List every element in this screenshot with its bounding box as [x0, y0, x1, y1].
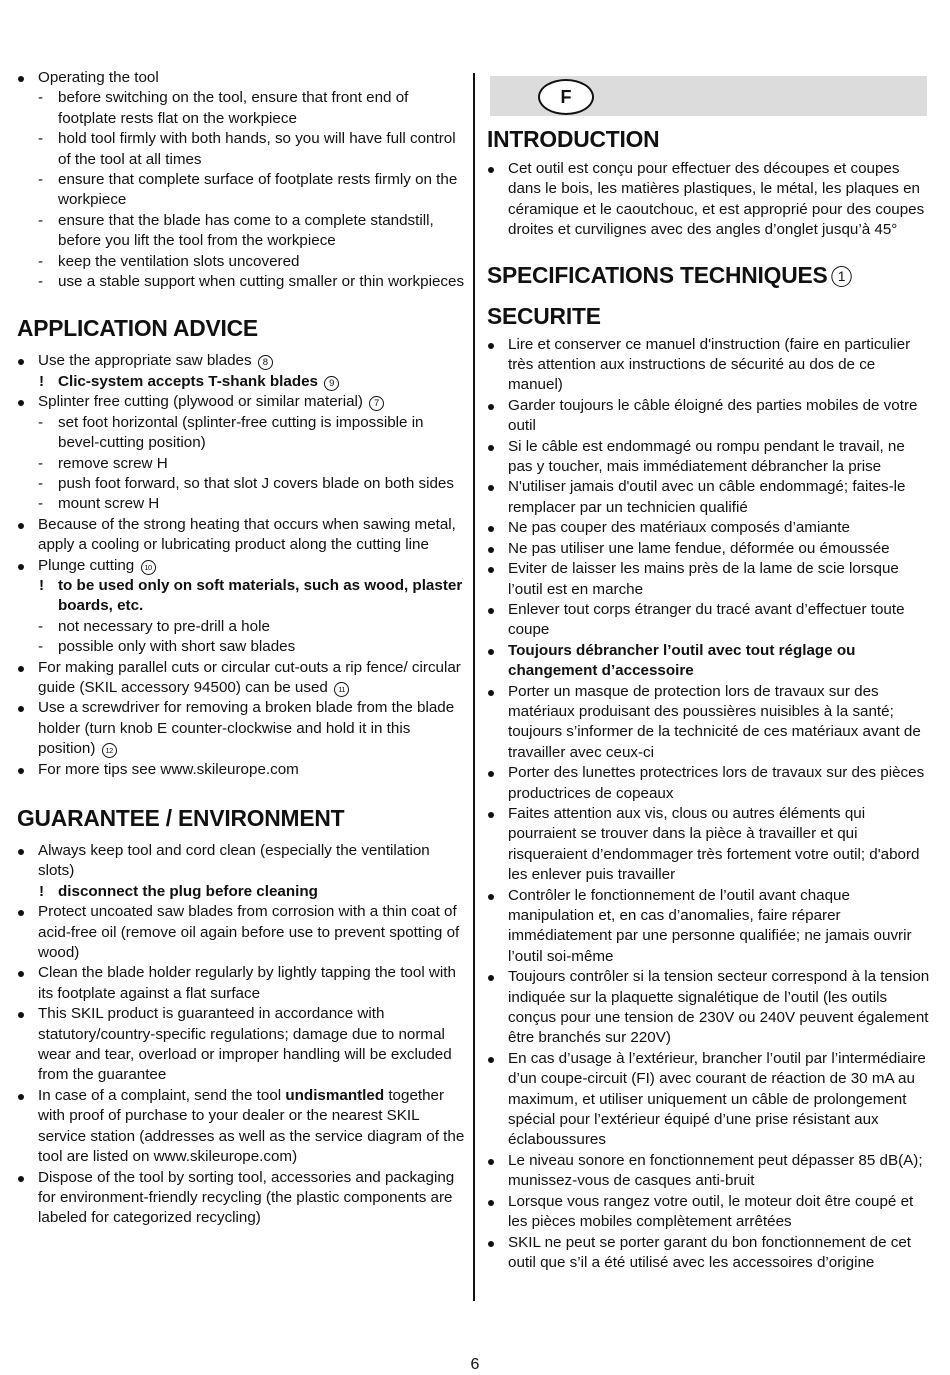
operating-step: - ensure that complete surface of footplate rests firmly on the workpiece [17, 170, 467, 211]
introduction-heading: INTRODUCTION [487, 126, 660, 152]
figure-ref-9: 9 [324, 376, 339, 391]
securite-item: Faites attention aux vis, clous ou autres éléments qui pourraient se trouver dans la pièce à travailler et qui risqueraient d’endommager très fortement votre outil; d'abord les enlever puis travailler [487, 804, 932, 886]
operating-step: - before switching on the tool, ensure that front end of footplate rests flat on the workpiece [17, 88, 467, 129]
securite-item: SKIL ne peut se porter garant du bon fonctionnement de cet outil que s’il a été utilisé avec les accessoires d’origine [487, 1233, 932, 1274]
plunge-step: - possible only with short saw blades [17, 637, 467, 657]
figure-ref-11: 11 [334, 682, 349, 697]
securite-item: Lorsque vous rangez votre outil, le moteur doit être coupé et les pièces mobiles complètement arrêtées [487, 1192, 932, 1233]
figure-ref-8: 8 [258, 355, 273, 370]
figure-ref-7: 7 [369, 396, 384, 411]
securite-item: Lire et conserver ce manuel d'instruction (faire en particulier très attention aux instructions de sécurité au dos de ce manuel) [487, 335, 932, 396]
securite-item-bold: Toujours débrancher l’outil avec tout réglage ou changement d’accessoire [487, 641, 932, 682]
list-item-guaranteed: This SKIL product is guaranteed in accordance with statutory/country-specific regulations; damage due to normal wear and tear, overload or improper handling will be excluded from the guarantee [17, 1004, 467, 1086]
guarantee-heading: GUARANTEE / ENVIRONMENT [17, 805, 345, 831]
splinter-text: Splinter free cutting (plywood or similar material) [38, 393, 363, 411]
list-item-complaint [17, 1086, 467, 1168]
screwdriver-text: Use a screwdriver for removing a broken blade from the blade holder (turn knob E counter-clockwise and hold it in this position) [38, 699, 455, 758]
plunge-step: - not necessary to pre-drill a hole [17, 617, 467, 637]
list-item-plunge [17, 556, 467, 576]
operating-step: - use a stable support when cutting smaller or thin workpieces [17, 272, 467, 292]
securite-item: N'utiliser jamais d'outil avec un câble endommagé; faites-le remplacer par un technicien qualifié [487, 477, 932, 518]
securite-item: Si le câble est endommagé ou rompu pendant le travail, ne pas y toucher, mais immédiatement débrancher la prise [487, 437, 932, 478]
language-badge: F [538, 79, 594, 115]
complaint-text-bold: undismantled [285, 1086, 385, 1104]
clic-text: Clic-system accepts T-shank blades [58, 372, 318, 390]
securite-item: Ne pas utiliser une lame fendue, déformée ou émoussée [487, 539, 932, 559]
operating-step: - keep the ventilation slots uncovered [17, 252, 467, 272]
figure-ref-12: 12 [102, 743, 117, 758]
warning-clean: ! disconnect the plug before cleaning [17, 882, 467, 902]
complaint-text-pre: In case of a complaint, send the tool [38, 1086, 286, 1104]
securite-item: Garder toujours le câble éloigné des parties mobiles de votre outil [487, 396, 932, 437]
list-item-clean: Always keep tool and cord clean (especially the ventilation slots) [17, 841, 467, 882]
operating-step: - hold tool firmly with both hands, so you will have full control of the tool at all times [17, 129, 467, 170]
blades-text: Use the appropriate saw blades [38, 352, 252, 370]
splinter-step: - set foot horizontal (splinter-free cutting is impossible in bevel-cutting position) [17, 413, 467, 454]
language-tab-bar [490, 76, 927, 116]
securite-item: Ne pas couper des matériaux composés d’amiante [487, 518, 932, 538]
figure-ref-1: 1 [831, 266, 851, 287]
list-item-tips: For more tips see www.skileurope.com [17, 760, 467, 780]
securite-item: Eviter de laisser les mains près de la lame de scie lorsque l’outil est en marche [487, 559, 932, 600]
warning-clic [17, 372, 467, 392]
list-item-splinter [17, 392, 467, 412]
left-column [17, 68, 467, 1229]
list-item-protect: Protect uncoated saw blades from corrosion with a thin coat of acid-free oil (remove oil again before use to prevent spotting of wood) [17, 902, 467, 963]
splinter-step: - mount screw H [17, 494, 467, 514]
intro-text: Cet outil est conçu pour effectuer des découpes et coupes dans le bois, les matières plastiques, le métal, les plaques en céramique et le caoutchouc, et est approprié pour des coupes droites et curvilignes avec des angles d’onglet jusqu’à 45° [487, 159, 932, 241]
right-column [487, 125, 932, 1273]
application-advice-heading: APPLICATION ADVICE [17, 315, 258, 342]
specifications-heading-text: SPECIFICATIONS TECHNIQUES [487, 261, 828, 288]
figure-ref-10: 10 [141, 560, 156, 575]
securite-item: Toujours contrôler si la tension secteur correspond à la tension indiquée sur la plaquette signalétique de l’outil (les outils conçus pour une tension de 230V ou 240V peuvent également être branchés sur 220V) [487, 967, 932, 1049]
list-item-dispose: Dispose of the tool by sorting tool, accessories and packaging for environment-friendly recycling (the plastic components are labeled for categorized recycling) [17, 1168, 467, 1229]
column-divider [473, 73, 475, 1301]
complaint-text-post: together with proof of purchase to your dealer or the nearest SKIL service station (addresses as well as the service diagram of the tool are listed on www.skileurope.com) [38, 1086, 465, 1166]
splinter-step: - push foot forward, so that slot J covers blade on both sides [17, 474, 467, 494]
list-item-blades [17, 351, 467, 371]
securite-item: Porter un masque de protection lors de travaux sur des matériaux produisant des poussières nuisibles à la santé; toujours s’informer de la technicité de ces matériaux avant de travailler avec ceux-ci [487, 682, 932, 764]
operating-step: - ensure that the blade has come to a complete standstill, before you lift the tool from the workpiece [17, 211, 467, 252]
list-item-screwdriver [17, 698, 467, 759]
page-number: 6 [470, 1356, 480, 1373]
list-item-metal: Because of the strong heating that occurs when sawing metal, apply a cooling or lubricating product along the cutting line [17, 515, 467, 556]
securite-item: Porter des lunettes protectrices lors de travaux sur des pièces productrices de copeaux [487, 763, 932, 804]
splinter-step: - remove screw H [17, 454, 467, 474]
parallel-text: For making parallel cuts or circular cut-outs a rip fence/ circular guide (SKIL accessory 94500) can be used [38, 658, 461, 696]
securite-item: Le niveau sonore en fonctionnement peut dépasser 85 dB(A); munissez-vous de casques anti-bruit [487, 1151, 932, 1192]
specifications-heading [487, 261, 919, 289]
list-item-holder: Clean the blade holder regularly by lightly tapping the tool with its footplate against a flat surface [17, 963, 467, 1004]
securite-item: Enlever tout corps étranger du tracé avant d’effectuer toute coupe [487, 600, 932, 641]
warning-plunge: ! to be used only on soft materials, such as wood, plaster boards, etc. [17, 576, 467, 617]
securite-item: En cas d’usage à l’extérieur, brancher l’outil par l’intermédiaire d’un coupe-circuit (FI) avec courant de réaction de 30 mA au maximum, et utiliser uniquement un câble de prolongement spécial pour l’extérieur équipé d’une prise résistant aux éclaboussures [487, 1049, 932, 1151]
list-item-parallel [17, 658, 467, 699]
list-item-operating: Operating the tool [17, 68, 467, 88]
plunge-text: Plunge cutting [38, 556, 135, 574]
securite-item: Contrôler le fonctionnement de l’outil avant chaque manipulation et, en cas d’anomalies, faire réparer immédiatement par une personne qualifiée; ne jamais ouvrir l’outil soi-même [487, 886, 932, 968]
securite-heading: SECURITE [487, 302, 601, 329]
